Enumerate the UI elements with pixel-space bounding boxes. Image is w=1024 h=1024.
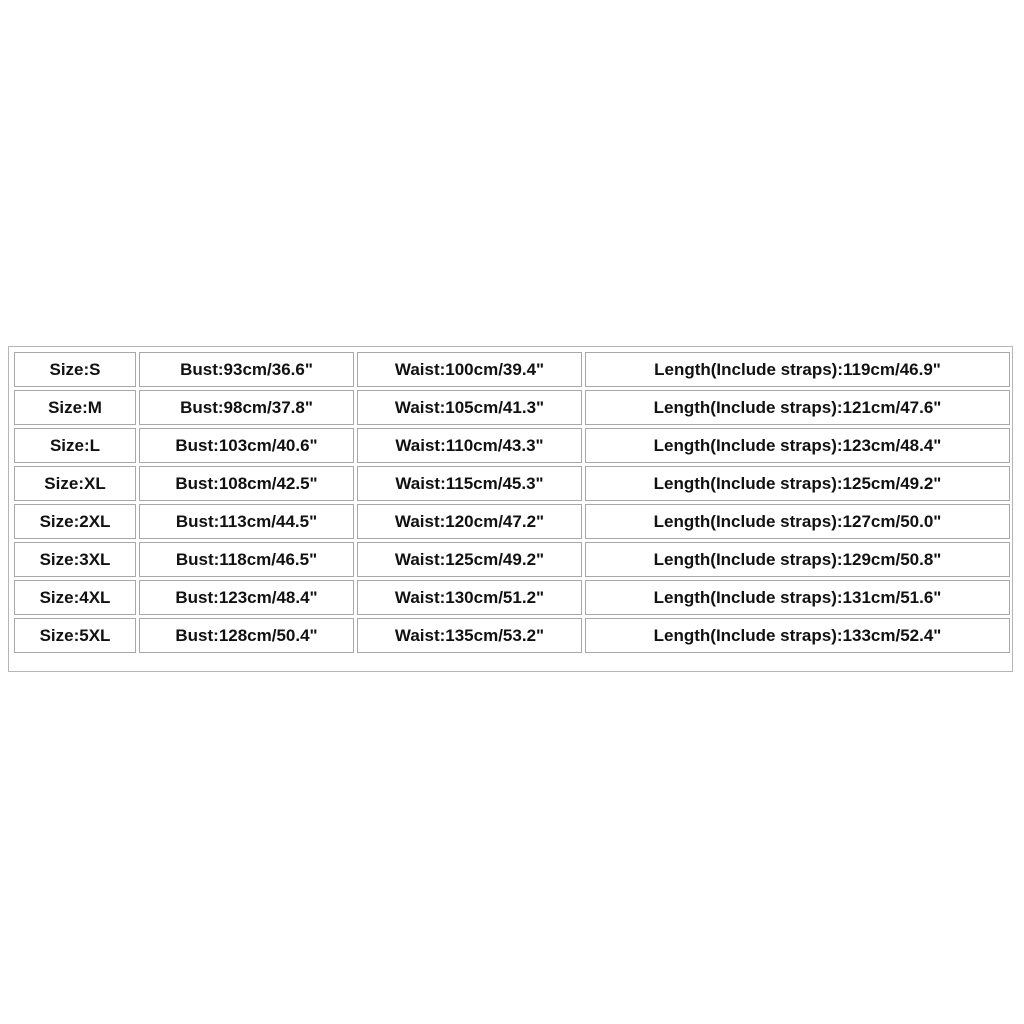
length-cell: Length(Include straps):127cm/50.0" bbox=[585, 504, 1010, 539]
table-row bbox=[14, 466, 1010, 501]
bust-cell: Bust:128cm/50.4" bbox=[139, 618, 354, 653]
bust-cell: Bust:113cm/44.5" bbox=[139, 504, 354, 539]
table-row bbox=[14, 390, 1010, 425]
length-cell: Length(Include straps):131cm/51.6" bbox=[585, 580, 1010, 615]
waist-cell: Waist:110cm/43.3" bbox=[357, 428, 582, 463]
length-cell: Length(Include straps):121cm/47.6" bbox=[585, 390, 1010, 425]
size-cell: Size:5XL bbox=[14, 618, 136, 653]
bust-cell: Bust:103cm/40.6" bbox=[139, 428, 354, 463]
waist-cell: Waist:100cm/39.4" bbox=[357, 352, 582, 387]
bust-cell: Bust:118cm/46.5" bbox=[139, 542, 354, 577]
length-cell: Length(Include straps):119cm/46.9" bbox=[585, 352, 1010, 387]
table-row bbox=[14, 504, 1010, 539]
size-chart-table bbox=[11, 349, 1013, 656]
bust-cell: Bust:123cm/48.4" bbox=[139, 580, 354, 615]
size-cell: Size:M bbox=[14, 390, 136, 425]
waist-cell: Waist:105cm/41.3" bbox=[357, 390, 582, 425]
size-cell: Size:4XL bbox=[14, 580, 136, 615]
waist-cell: Waist:125cm/49.2" bbox=[357, 542, 582, 577]
size-chart bbox=[8, 346, 1013, 672]
waist-cell: Waist:120cm/47.2" bbox=[357, 504, 582, 539]
size-cell: Size:L bbox=[14, 428, 136, 463]
table-row bbox=[14, 428, 1010, 463]
size-cell: Size:3XL bbox=[14, 542, 136, 577]
table-row bbox=[14, 618, 1010, 653]
bust-cell: Bust:93cm/36.6" bbox=[139, 352, 354, 387]
bust-cell: Bust:108cm/42.5" bbox=[139, 466, 354, 501]
waist-cell: Waist:115cm/45.3" bbox=[357, 466, 582, 501]
size-cell: Size:XL bbox=[14, 466, 136, 501]
length-cell: Length(Include straps):125cm/49.2" bbox=[585, 466, 1010, 501]
table-row bbox=[14, 352, 1010, 387]
table-row bbox=[14, 542, 1010, 577]
waist-cell: Waist:130cm/51.2" bbox=[357, 580, 582, 615]
table-row bbox=[14, 580, 1010, 615]
size-cell: Size:2XL bbox=[14, 504, 136, 539]
bust-cell: Bust:98cm/37.8" bbox=[139, 390, 354, 425]
length-cell: Length(Include straps):133cm/52.4" bbox=[585, 618, 1010, 653]
waist-cell: Waist:135cm/53.2" bbox=[357, 618, 582, 653]
length-cell: Length(Include straps):123cm/48.4" bbox=[585, 428, 1010, 463]
length-cell: Length(Include straps):129cm/50.8" bbox=[585, 542, 1010, 577]
size-cell: Size:S bbox=[14, 352, 136, 387]
